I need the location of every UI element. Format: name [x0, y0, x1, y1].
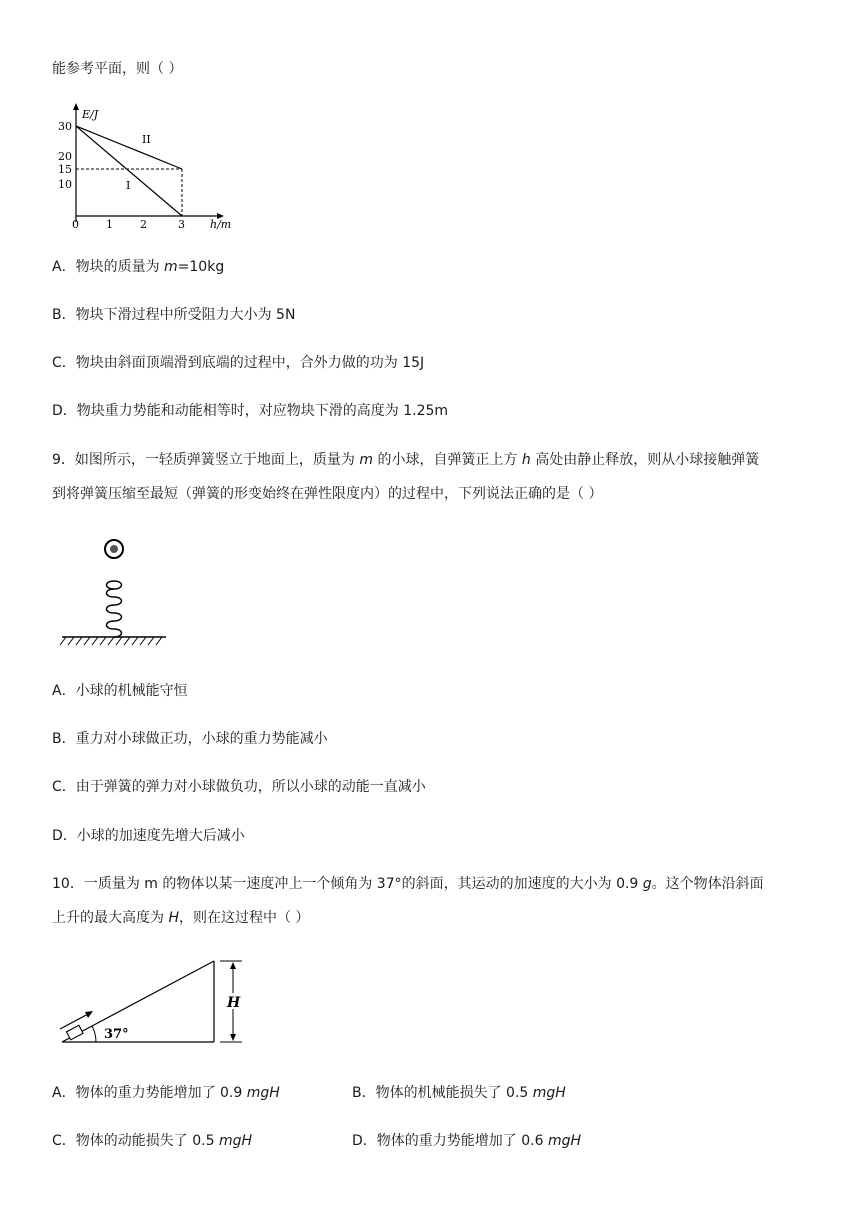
option-b[interactable]: B．重力对小球做正功，小球的重力势能减小: [52, 731, 328, 747]
question-10-stem: 10．一质量为 m 的物体以某一速度冲上一个倾角为 37°的斜面，其运动的加速度的大小为 0.9 g。这个物体沿斜面: [52, 876, 764, 892]
question-stem-continuation: 能参考平面，则（ ）: [52, 61, 183, 77]
height-label: H: [227, 995, 241, 1011]
option-a[interactable]: A．小球的机械能守恒: [52, 683, 188, 699]
y-tick-label: 30: [58, 120, 72, 133]
line-label-ii: II: [142, 133, 151, 146]
x-axis-label: h/m: [210, 218, 232, 231]
spring-ball-figure: [58, 535, 170, 650]
option-a[interactable]: A．物体的重力势能增加了 0.9 mgH: [52, 1085, 280, 1101]
question-9-stem: 9．如图所示，一轻质弹簧竖立于地面上，质量为 m 的小球，自弹簧正上方 h 高处由静止释放，则从小球接触弹簧: [52, 452, 760, 468]
option-d[interactable]: D．小球的加速度先增大后减小: [52, 828, 245, 844]
x-tick-label: 2: [140, 218, 147, 231]
y-axis-label: E/J: [82, 108, 99, 121]
incline-figure: [52, 955, 252, 1050]
option-d[interactable]: D．物体的重力势能增加了 0.6 mgH: [352, 1133, 582, 1149]
x-tick-label: 1: [106, 218, 113, 231]
y-tick-label: 20: [58, 150, 72, 163]
x-tick-label: 0: [72, 218, 79, 231]
question-10-stem-line2: 上升的最大高度为 H，则在这过程中（ ）: [52, 910, 310, 926]
y-tick-label: 15: [58, 163, 72, 176]
x-tick-label: 3: [178, 218, 185, 231]
option-c[interactable]: C．由于弹簧的弹力对小球做负功，所以小球的动能一直减小: [52, 779, 426, 795]
option-b[interactable]: B．物块下滑过程中所受阻力大小为 5N: [52, 307, 296, 323]
question-9-stem-line2: 到将弹簧压缩至最短（弹簧的形变始终在弹性限度内）的过程中，下列说法正确的是（ ）: [52, 486, 603, 502]
option-c[interactable]: C．物块由斜面顶端滑到底端的过程中，合外力做的功为 15J: [52, 355, 425, 371]
option-a[interactable]: A．物块的质量为 m=10kg: [52, 259, 225, 275]
option-b[interactable]: B．物体的机械能损失了 0.5 mgH: [352, 1085, 566, 1101]
y-tick-label: 10: [58, 178, 72, 191]
angle-label: 37°: [104, 1027, 129, 1042]
option-c[interactable]: C．物体的动能损失了 0.5 mgH: [52, 1133, 253, 1149]
energy-height-graph: [52, 100, 252, 235]
option-d[interactable]: D．物块重力势能和动能相等时，对应物块下滑的高度为 1.25m: [52, 403, 449, 419]
line-label-i: I: [126, 179, 131, 192]
